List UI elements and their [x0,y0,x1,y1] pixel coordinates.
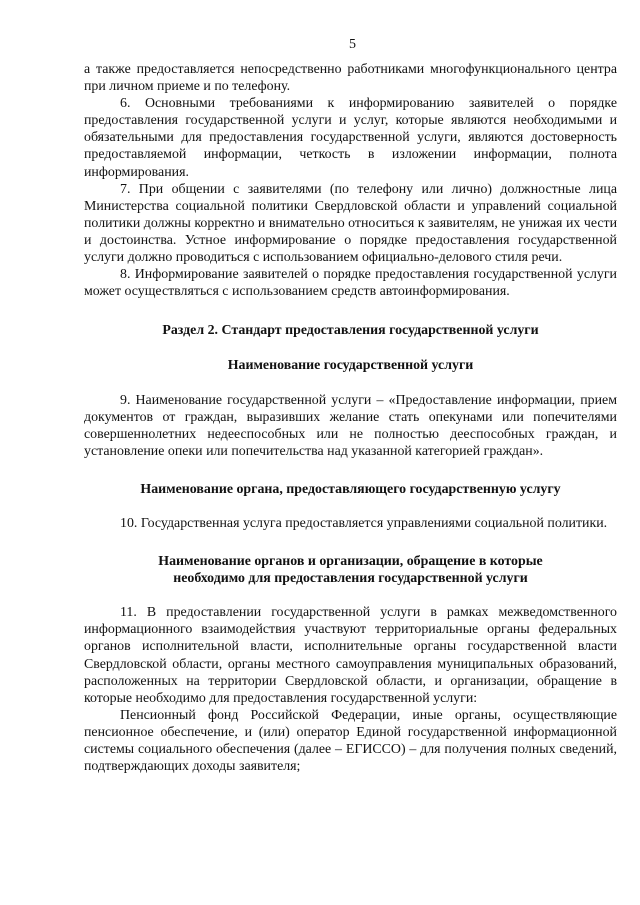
paragraph-continuation: а также предоставляется непосредственно работниками многофункционального центра при личном приеме и по телефону. [84,62,617,95]
document-page [84,36,617,775]
paragraph-7: 7. При общении с заявителями (по телефону или лично) должностные лица Министерства социальной политики Свердловской области и управлений социальной политики должны корректно и внимательно относиться к заявителям, не унижая их чести и достоинства. Устное информирование о порядке предоставления государственной услуги должно проводиться с использованием официально-делового стиля речи. [84,181,617,266]
providing-body-heading: Наименование органа, предоставляющего государственную услугу [140,481,561,497]
page-number: 5 [349,37,356,52]
service-name-heading: Наименование государственной услуги [227,358,474,374]
paragraph-11: 11. В предоставлении государственной услуги в рамках межведомственного информационного взаимодействия участвуют территориальные органы федеральных органов исполнительной власти, исполнительные органы государственной власти Свердловской области, органы местного самоуправления муниципальных образований, расположенных на территории Свердловской области, и организации, обращение в которые необходимо для предоставления государственной услуги: [84,605,617,706]
paragraph-6: 6. Основными требованиями к информированию заявителей о порядке предоставления государственной услуги и услуг, которые являются необходимыми и обязательными для предоставления государственной услуги, являются достоверность предоставляемой информации, четкость в изложении информации, полнота информирования. [84,96,617,180]
paragraph-11-pension-fund: Пенсионный фонд Российской Федерации, иные органы, осуществляющие пенсионное обеспечение, и (или) оператор Единой государственной информационной системы социального обеспечения (далее – ЕГИССО) – для получения полных сведений, подтверждающих доходы заявителя; [84,707,617,775]
paragraph-8: 8. Информирование заявителей о порядке предоставления государственной услуги может осуществляться с использованием средств автоинформирования. [84,267,617,300]
paragraph-9: 9. Наименование государственной услуги – «Предоставление информации, прием документов от граждан, выразивших желание стать опекунами или попечителями совершеннолетних недееспособных или не полностью дееспособных граждан, и установление опеки или попечительства над указанной категорией граждан». [84,392,617,459]
organizations-heading: Наименование органов и организации, обращение в которые необходимо для предоставления государственной услуги [158,554,543,587]
section-2-heading: Раздел 2. Стандарт предоставления государственной услуги [162,323,539,339]
paragraph-10: 10. Государственная услуга предоставляется управлениями социальной политики. [120,515,608,531]
